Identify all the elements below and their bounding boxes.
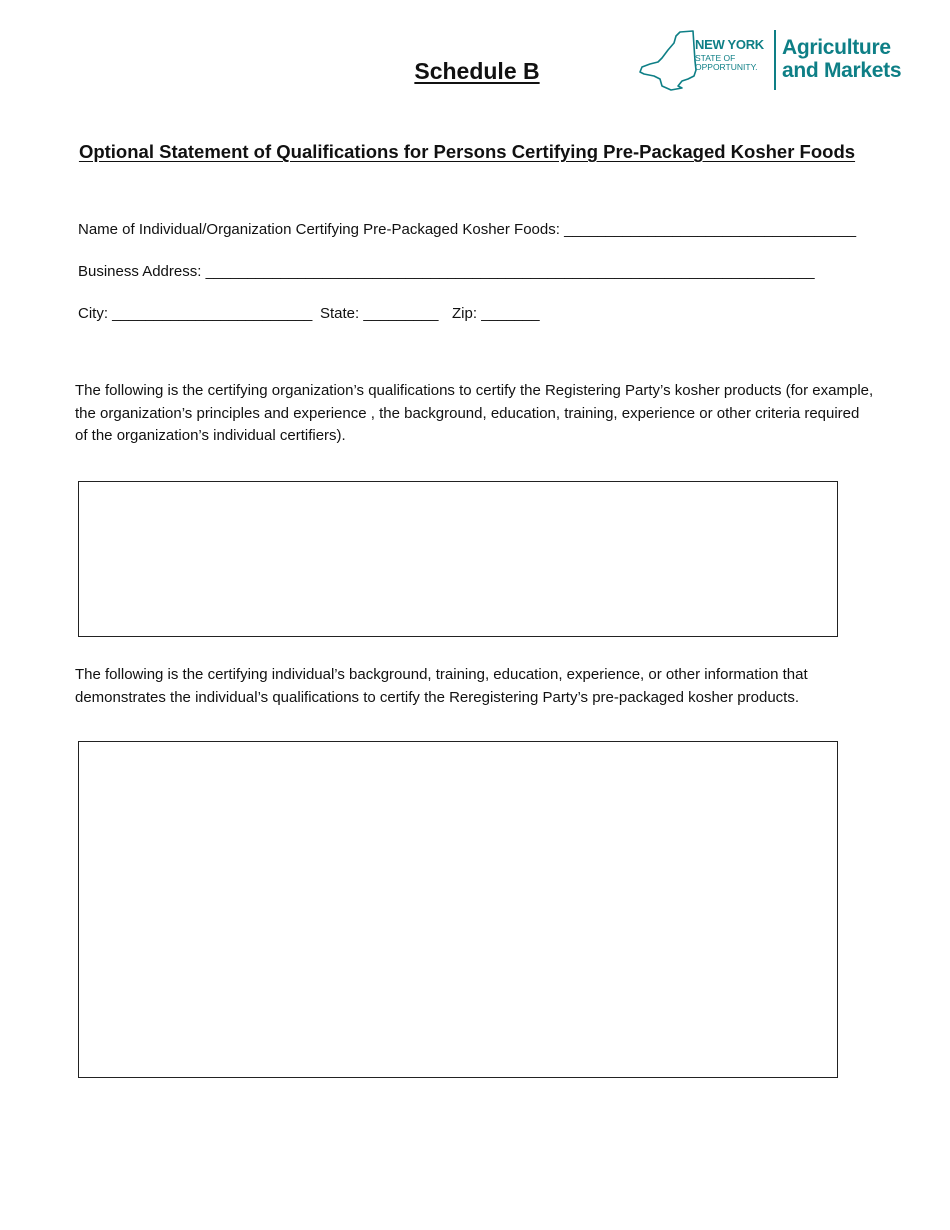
state-field-row: [320, 305, 438, 322]
individual-qualifications-input[interactable]: [79, 742, 837, 1077]
logo-divider: [774, 30, 776, 90]
city-field-row: [78, 305, 312, 322]
org-qualifications-box: [78, 481, 838, 637]
page-title: Schedule B: [414, 58, 540, 84]
form-heading: Optional Statement of Qualifications for Persons Certifying Pre-Packaged Kosher Foods: [78, 141, 856, 162]
agency-logo: [638, 28, 928, 94]
org-qualifications-input[interactable]: [79, 482, 837, 636]
logo-state-tagline-1: STATE OF: [695, 53, 736, 63]
new-york-state-outline-icon: [638, 28, 698, 94]
org-qualifications-instructions: The following is the certifying organization’s qualifications to certify the Registering Party’s kosher products (for example, the organization’s principles and experience , the background, education, training, experience or other criteria required of the organization’s individual certifiers).: [75, 382, 874, 444]
city-field-label: City:: [78, 305, 108, 322]
address-field-blank[interactable]: _________________________________________________________________________: [205, 263, 815, 280]
logo-agency-line-2: and Markets: [782, 59, 902, 82]
address-field-label: Business Address:: [78, 263, 202, 280]
zip-field-label: Zip:: [452, 305, 478, 322]
address-field-row: [78, 263, 815, 280]
zip-field-blank[interactable]: _______: [481, 305, 540, 322]
state-field-label: State:: [320, 305, 360, 322]
logo-state-name: NEW YORK: [695, 37, 764, 52]
individual-qualifications-box: [78, 741, 838, 1078]
individual-qualifications-instructions: The following is the certifying individual’s background, training, education, experience, or other information that demonstrates the individual’s qualifications to certify the Reregistering Party’s pre-packaged kosher products.: [75, 666, 808, 706]
city-field-blank[interactable]: ________________________: [112, 305, 313, 322]
name-field-label: Name of Individual/Organization Certifying Pre-Packaged Kosher Foods:: [78, 221, 560, 238]
logo-state-tagline-2: OPPORTUNITY.: [695, 62, 758, 72]
name-field-row: [78, 221, 856, 238]
state-field-blank[interactable]: _________: [363, 305, 439, 322]
logo-agency-line-1: Agriculture: [782, 36, 891, 59]
zip-field-row: [452, 305, 540, 322]
name-field-blank[interactable]: ___________________________________: [564, 221, 857, 238]
